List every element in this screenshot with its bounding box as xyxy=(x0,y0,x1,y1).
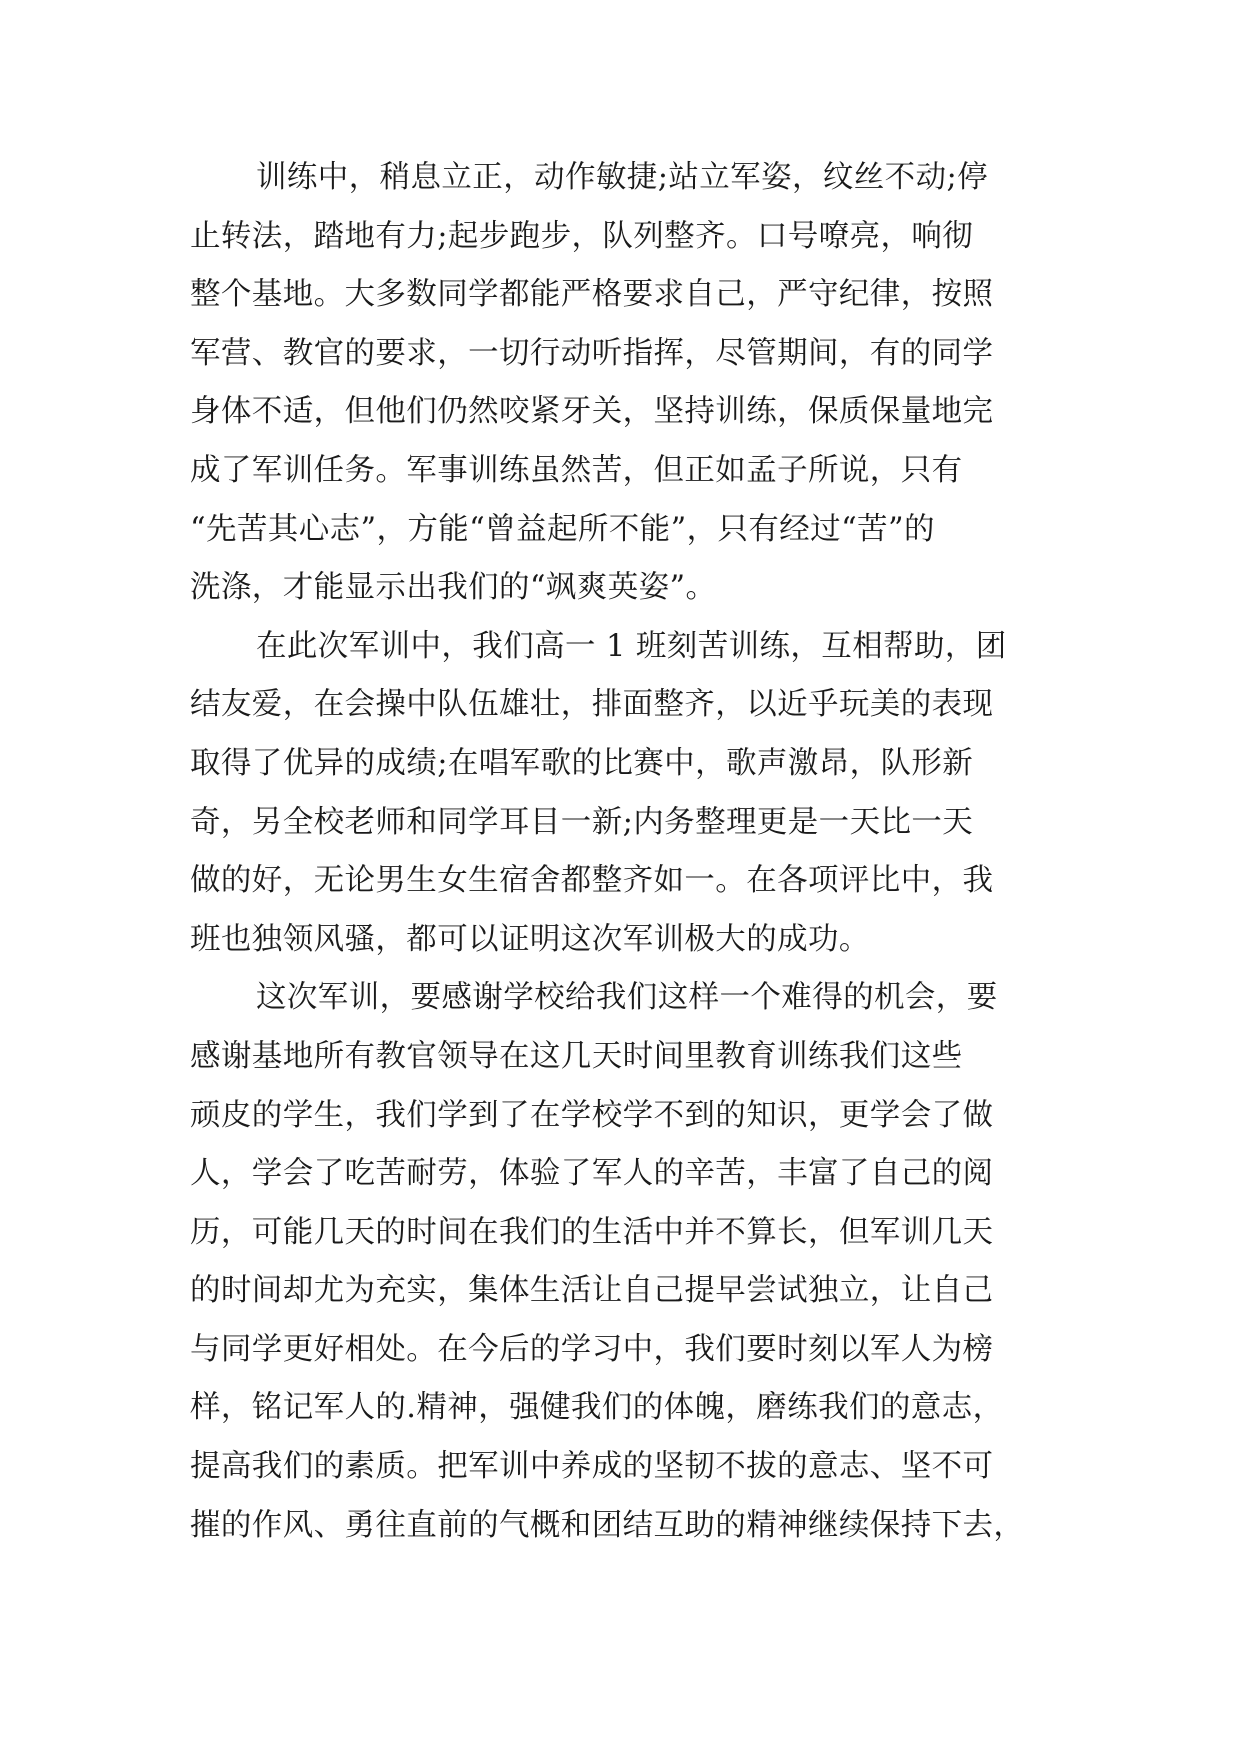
text-line: 训练中，稍息立正，动作敏捷;站立军姿，纹丝不动;停 xyxy=(256,160,989,195)
text-line: 摧的作风、勇往直前的气概和团结互助的精神继续保持下去， xyxy=(190,1507,1025,1543)
text-line: 止转法，踏地有力;起步跑步，队列整齐。口号嘹亮，响彻 xyxy=(190,218,974,254)
text-line: 在此次军训中，我们高一 1 班刻苦训练，互相帮助，团 xyxy=(256,628,1007,664)
text-line: 感谢基地所有教官领导在这几天时间里教育训练我们这些 xyxy=(190,1038,963,1074)
text-line: 班也独领风骚，都可以证明这次军训极大的成功。 xyxy=(190,921,870,957)
text-line: “先苦其心志”，方能“曾益起所不能”，只有经过“苦”的 xyxy=(190,511,935,547)
text-line: 与同学更好相处。在今后的学习中，我们要时刻以军人为榜 xyxy=(190,1331,994,1367)
document-body xyxy=(190,158,1050,1564)
text-line: 取得了优异的成绩;在唱军歌的比赛中，歌声激昂，队形新 xyxy=(190,745,974,781)
text-line: 整个基地。大多数同学都能严格要求自己，严守纪律，按照 xyxy=(190,277,994,313)
text-line: 洗涤，才能显示出我们的“飒爽英姿”。 xyxy=(190,570,717,606)
text-line: 提高我们的素质。把军训中养成的坚韧不拔的意志、坚不可 xyxy=(190,1449,994,1485)
text-line: 奇，另全校老师和同学耳目一新;内务整理更是一天比一天 xyxy=(190,804,974,840)
text-line: 人，学会了吃苦耐劳，体验了军人的辛苦，丰富了自己的阅 xyxy=(190,1156,994,1192)
text-line: 样，铭记军人的.精神，强健我们的体魄，磨练我们的意志， xyxy=(190,1390,1004,1426)
text-line: 身体不适，但他们仍然咬紧牙关，坚持训练，保质保量地完 xyxy=(190,394,994,430)
text-line: 这次军训，要感谢学校给我们这样一个难得的机会，要 xyxy=(256,980,998,1016)
text-line: 做的好，无论男生女生宿舍都整齐如一。在各项评比中，我 xyxy=(190,863,994,899)
text-line: 结友爱，在会操中队伍雄壮，排面整齐，以近乎玩美的表现 xyxy=(190,687,994,723)
text-line: 成了军训任务。军事训练虽然苦，但正如孟子所说，只有 xyxy=(190,452,963,488)
text-line: 军营、教官的要求，一切行动听指挥，尽管期间，有的同学 xyxy=(190,335,994,371)
text-line: 顽皮的学生，我们学到了在学校学不到的知识，更学会了做 xyxy=(190,1097,994,1133)
text-line: 历，可能几天的时间在我们的生活中并不算长，但军训几天 xyxy=(190,1214,994,1250)
text-line: 的时间却尤为充实，集体生活让自己提早尝试独立，让自己 xyxy=(190,1273,994,1309)
